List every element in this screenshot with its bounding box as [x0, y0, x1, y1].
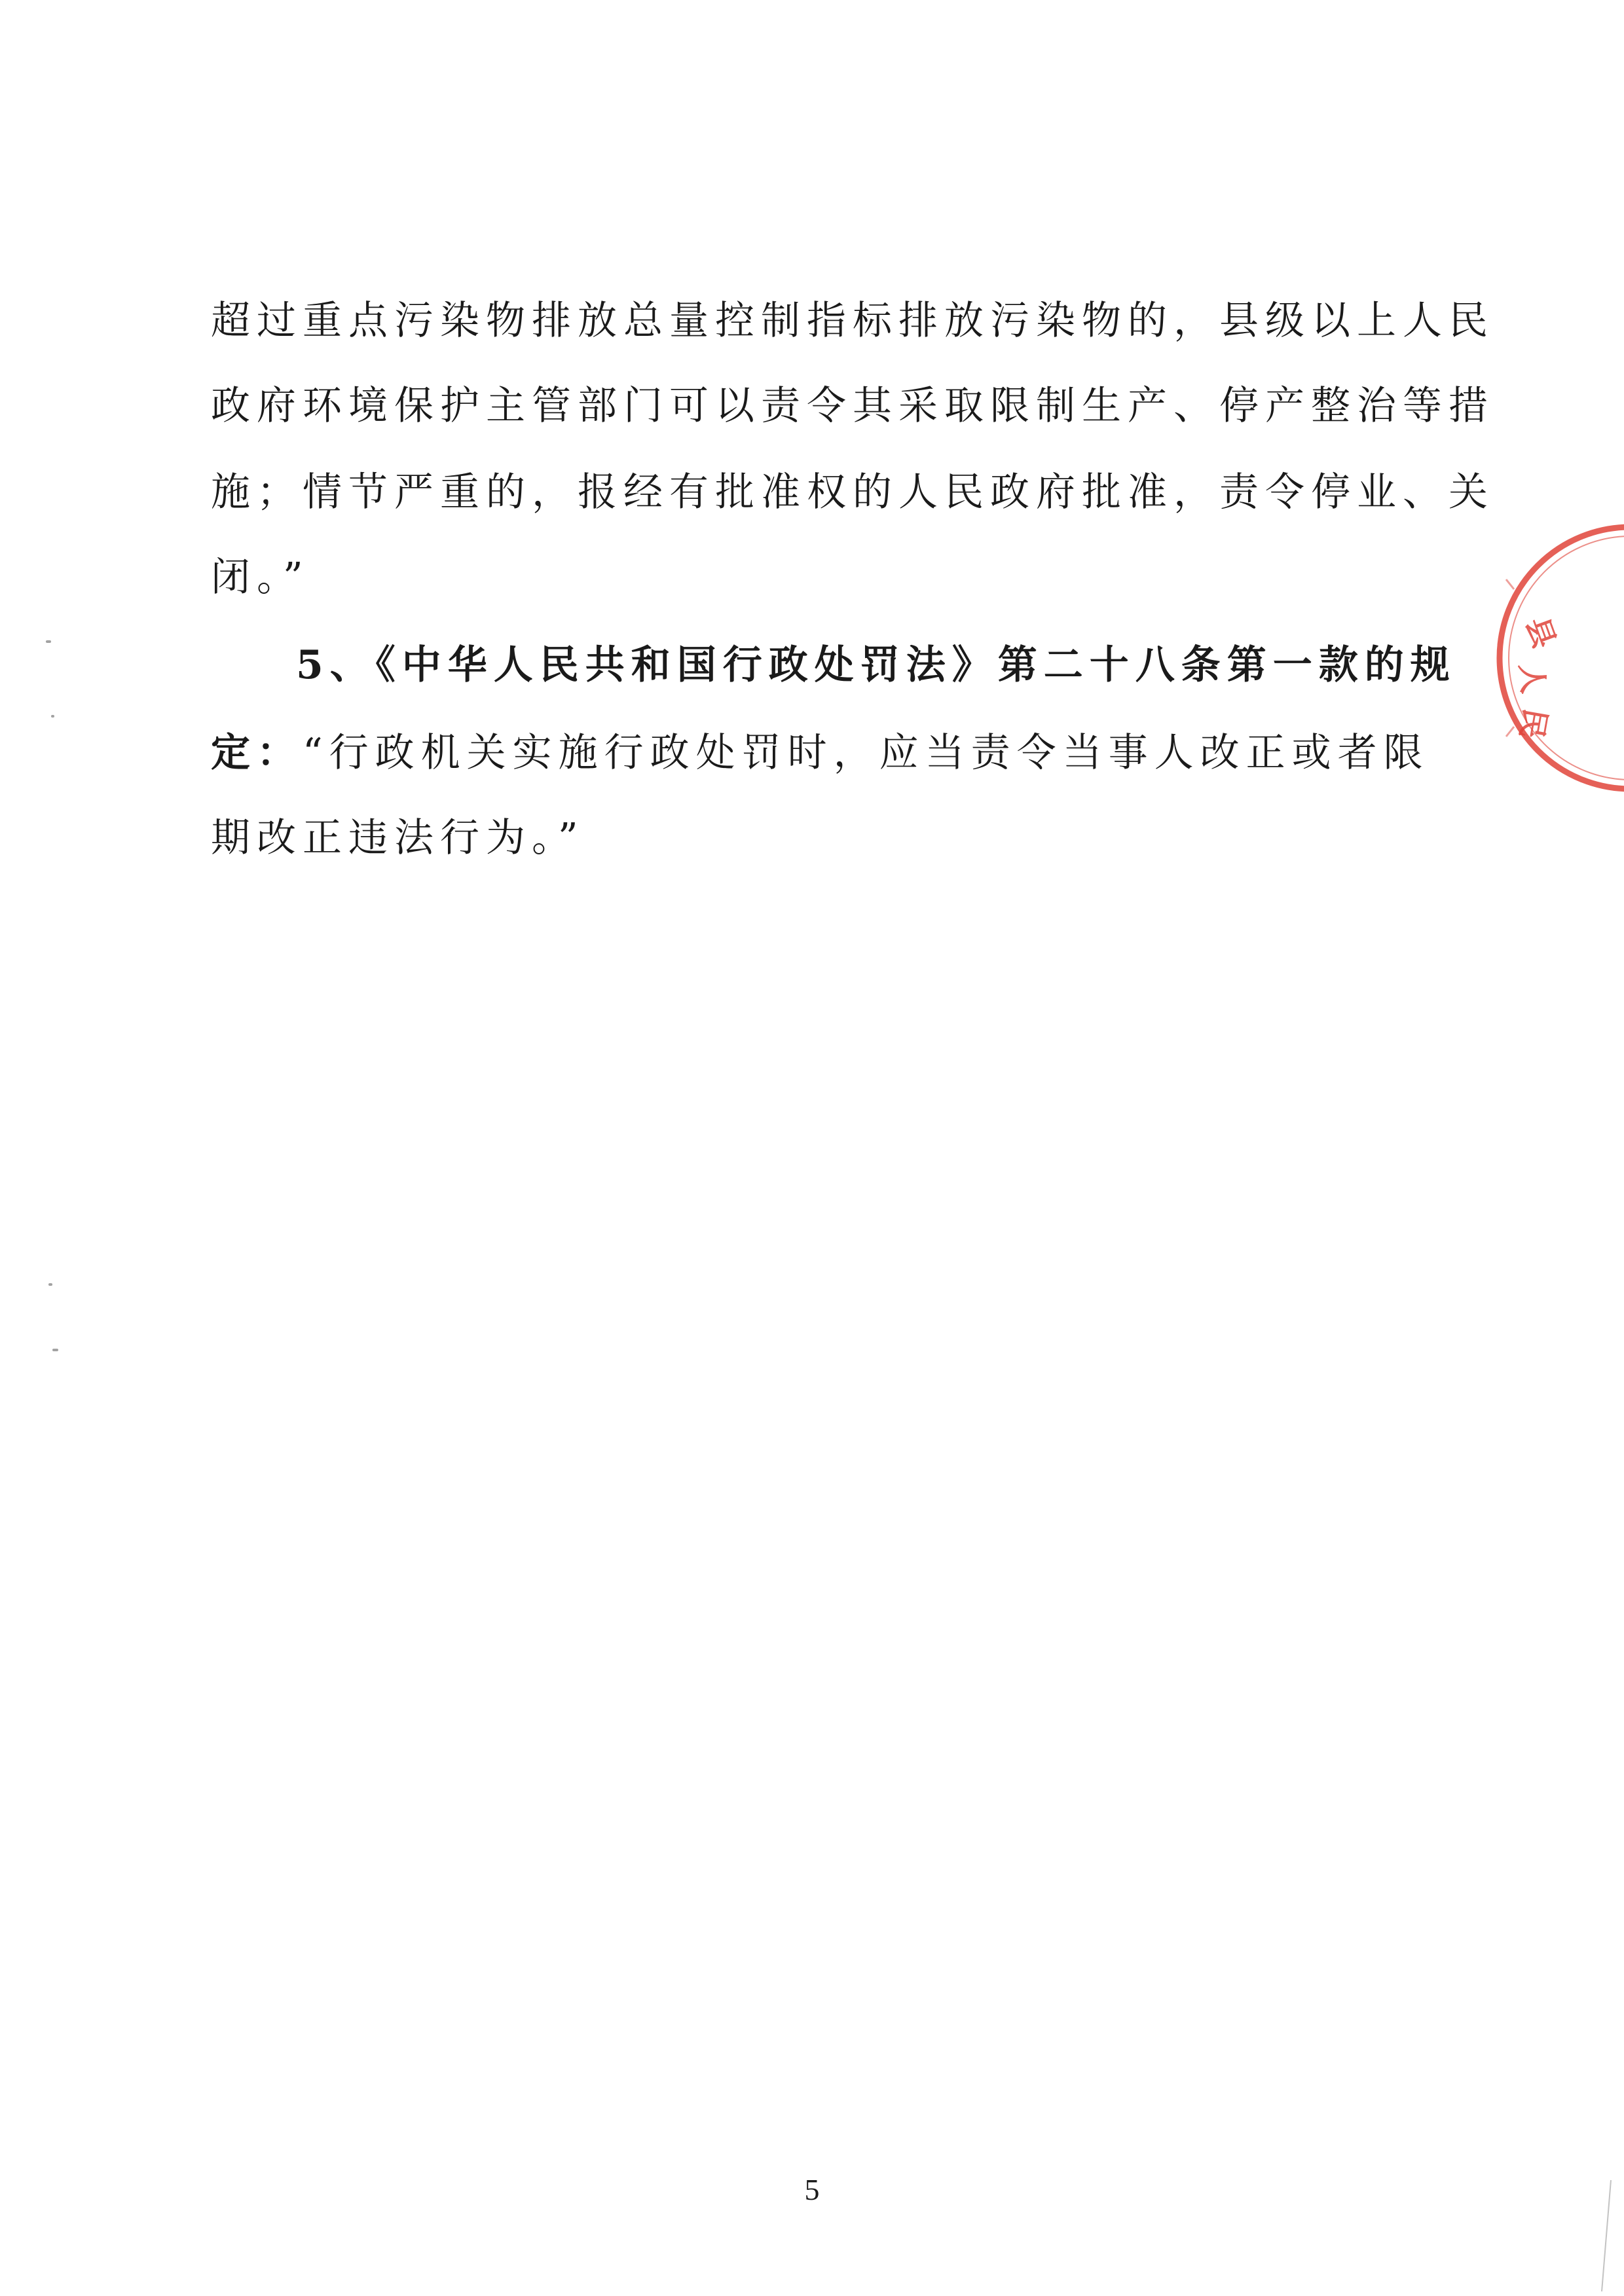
body-line-3: 施；情节严重的，报经有批准权的人民政府批准，责令停业、关	[211, 469, 1494, 515]
scan-speck	[46, 640, 51, 643]
svg-text:县: 县	[1519, 612, 1563, 653]
body-line-4: 闭。”	[211, 555, 310, 600]
scan-speck	[48, 1283, 52, 1286]
body-line-1: 超过重点污染物排放总量控制指标排放污染物的，县级以上人民	[211, 298, 1494, 344]
body-line-2: 政府环境保护主管部门可以责令其采取限制生产、停产整治等措	[211, 383, 1494, 429]
scan-speck	[51, 715, 54, 718]
seal-graphic	[1480, 517, 1624, 799]
clause-5-quote: “行政机关实施行政处罚时，应当责令当事人改正或者限	[303, 730, 1430, 776]
svg-text:民: 民	[1513, 706, 1554, 742]
svg-text:人: 人	[1513, 662, 1551, 695]
official-seal	[1480, 517, 1624, 799]
scan-edge-mark	[1598, 2180, 1614, 2291]
page-number: 5	[804, 2173, 820, 2206]
clause-5-line-3: 期改正违法行为。”	[211, 815, 585, 861]
clause-5-line-2	[211, 727, 1455, 779]
clause-5-label: 定：	[211, 730, 303, 776]
clause-5-heading: 5、《中华人民共和国行政处罚法》第二十八条第一款的规	[296, 642, 1456, 688]
scan-speck	[52, 1349, 58, 1351]
